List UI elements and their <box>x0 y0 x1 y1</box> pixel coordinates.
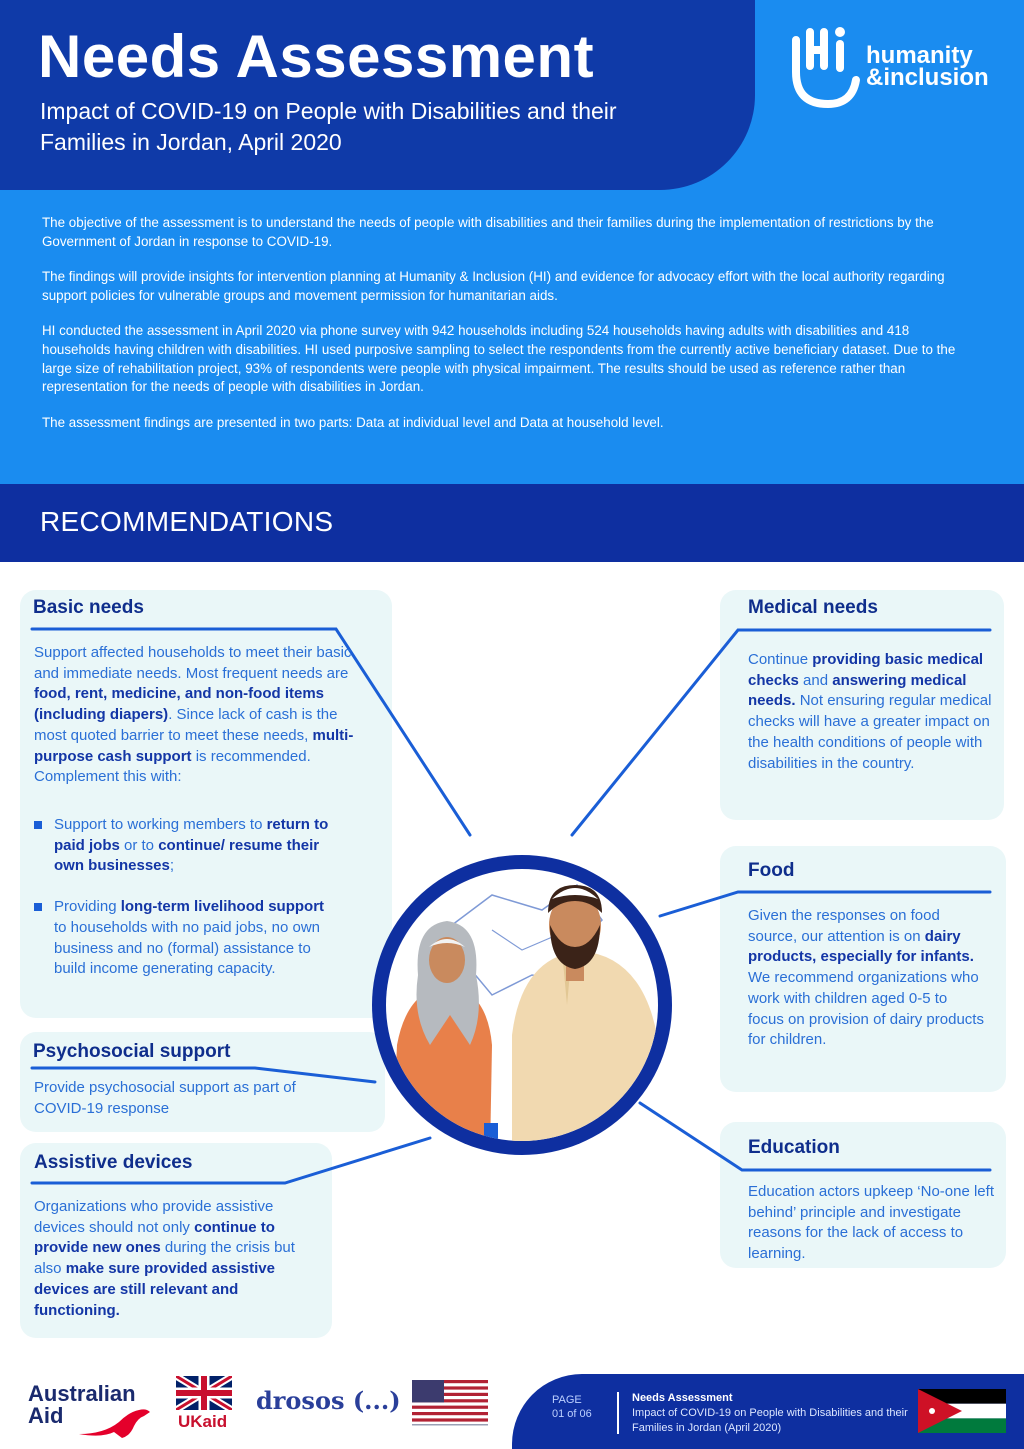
psychosocial-text: Provide psychosocial support as part of COVID-19 response <box>34 1079 296 1117</box>
assistive-highlight: continue to provide new ones <box>34 1218 275 1257</box>
illustration <box>372 855 672 1155</box>
bullet-text-part: Support to working members to <box>54 816 267 833</box>
page-label: PAGE <box>552 1394 582 1406</box>
intro-paragraph: The objective of the assessment is to understand the needs of people with disabilities and their families during the implementation of restrictions by the Government of Jordan in response to COVID-19. <box>42 215 934 249</box>
basic-needs-text-part: is recommended. Complement this with: <box>34 747 311 786</box>
union-jack-icon <box>176 1376 232 1410</box>
medical-needs-title: Medical needs <box>748 597 878 618</box>
basic-needs-bullets <box>34 815 334 1000</box>
medical-needs-text <box>748 650 1000 774</box>
australian-aid-text: Aid <box>28 1403 64 1428</box>
education-title: Education <box>748 1137 840 1158</box>
page-title: Needs Assessment <box>38 23 595 90</box>
assistive-devices-title: Assistive devices <box>34 1152 193 1173</box>
food-title: Food <box>748 860 795 881</box>
assistive-highlight: make sure provided assistive devices are still relevant and functioning. <box>34 1260 275 1319</box>
medical-text-part: Continue <box>748 651 813 668</box>
medical-text-part: Not ensuring regular medical checks will have a greater impact on the health conditions of people with disabilities in the country. <box>748 692 992 772</box>
basic-needs-highlight: food, rent, medicine, and non-food items (including diapers) <box>34 685 325 724</box>
kangaroo-icon <box>74 1404 159 1440</box>
australian-aid-text: Australian <box>28 1381 136 1406</box>
drosos-logo: drosos (...) <box>256 1386 401 1415</box>
australian-aid-logo <box>26 1380 161 1440</box>
footer-divider <box>617 1392 619 1434</box>
intro-paragraph: The assessment findings are presented in two parts: Data at individual level and Data at household level. <box>42 414 664 430</box>
food-text-part: Given the responses on food source, our attention is on <box>748 907 940 945</box>
hi-hand-icon <box>790 22 862 108</box>
assistive-devices-text <box>34 1197 306 1321</box>
medical-highlight: providing basic medical checks <box>748 651 984 689</box>
logo-word-humanity: humanity <box>866 42 973 69</box>
psychosocial-title: Psychosocial support <box>33 1041 231 1062</box>
basic-needs-bullet <box>34 815 334 877</box>
basic-needs-title: Basic needs <box>33 597 144 618</box>
ukaid-logo <box>176 1376 234 1438</box>
square-bullet-icon <box>34 821 42 829</box>
jordan-couple-illustration <box>372 855 672 1155</box>
medical-highlight: answering medical needs. <box>748 671 967 710</box>
basic-needs-bullet <box>34 897 334 980</box>
intro-paragraph: HI conducted the assessment in April 2020 via phone survey with 942 households including 524 households having adults with disabilities and 418 households having children with disabilities. HI used purposive sampling to select the respondents from the currently active beneficiary dataset. Due to the large size of rehabilitation project, 93% of respondents were people with physical impairment. The results should be used as reference rather than representation for the needs of people with disabilities in Jordan. <box>42 323 956 395</box>
ukaid-text: UKaid <box>178 1412 228 1431</box>
bullet-highlight: continue/ resume their own businesses <box>54 836 320 875</box>
basic-needs-text-part: . Since lack of cash is the most quoted barrier to meet these needs, <box>34 706 338 744</box>
bullet-text-part: ; <box>169 857 175 875</box>
recommendations-heading: RECOMMENDATIONS <box>40 506 334 537</box>
food-text-part: We recommend organizations who work with children aged 0-5 to focus on provision of dairy products for children. <box>748 969 984 1049</box>
basic-needs-text <box>34 643 356 788</box>
food-text <box>748 906 986 1051</box>
bullet-highlight: return to paid jobs <box>54 816 329 854</box>
us-flag-icon <box>412 1380 488 1426</box>
assistive-text-part: during the crisis but also <box>34 1239 295 1278</box>
basic-needs-highlight: multi-purpose cash support <box>34 726 354 765</box>
intro-text <box>42 214 972 449</box>
bullet-text-part: to households with no paid jobs, no own business and no (formal) assistance to build income generating capacity. <box>54 918 321 978</box>
medical-text-part: and <box>798 671 833 689</box>
bullet-text-part: Providing <box>54 898 121 916</box>
page-number: 01 of 06 <box>552 1408 592 1420</box>
humanity-inclusion-logo <box>790 22 1005 112</box>
page-subtitle: Impact of COVID-19 on People with Disabilities and their Families in Jordan, April 2020 <box>40 98 617 155</box>
bullet-text-part: or to <box>119 836 159 854</box>
intro-paragraph: The findings will provide insights for intervention planning at Humanity & Inclusion (HI) and evidence for advocacy effort with the local authority regarding support policies for vulnerable groups and movement permission for humanitarian aids. <box>42 269 945 303</box>
education-text: Education actors upkeep ‘No-one left behind’ principle and investigate reasons for the lack of access to learning. <box>748 1183 994 1263</box>
assistive-text-part: Organizations who provide assistive devices should not only <box>34 1198 274 1236</box>
food-highlight: dairy products, especially for infants. <box>748 927 974 966</box>
bullet-highlight: long-term livelihood support <box>120 898 325 916</box>
logo-word-inclusion: &inclusion <box>866 64 989 91</box>
footer-doc-subtitle: Impact of COVID-19 on People with Disabilities and their Families in Jordan (April 2020) <box>632 1407 908 1434</box>
footer-doc-title: Needs Assessment <box>632 1392 733 1404</box>
basic-needs-text-part: Support affected households to meet their basic and immediate needs. Most frequent needs are <box>34 644 352 682</box>
square-bullet-icon <box>34 903 42 911</box>
jordan-flag-icon <box>918 1389 1006 1433</box>
